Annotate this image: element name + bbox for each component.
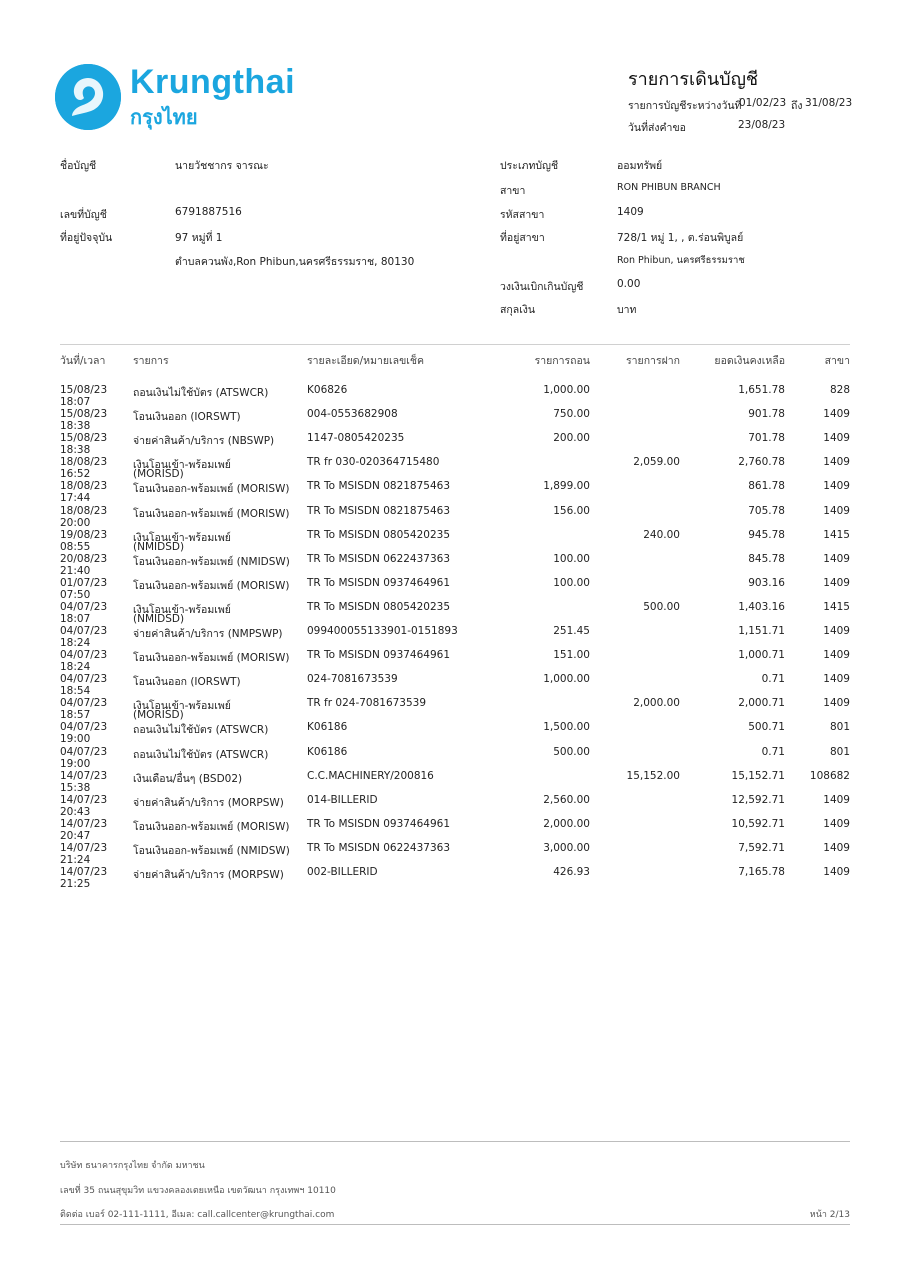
cell-balance: 2,760.78: [738, 456, 785, 469]
cell-desc-line2: (MORISD): [133, 709, 184, 722]
cell-time: 18:54: [60, 685, 91, 698]
cell-withdraw: 1,500.00: [543, 721, 590, 734]
cell-desc: เงินโอนเข้า-พร้อมเพย์: [133, 603, 231, 616]
cell-detail: TR To MSISDN 0805420235: [307, 528, 451, 541]
cell-date: 15/08/23: [60, 408, 108, 421]
cell-detail: K06186: [307, 721, 348, 734]
account-number-label: เลขที่บัญชี: [60, 209, 107, 221]
cell-date: 18/08/23: [60, 480, 108, 493]
overdraft-value: 0.00: [617, 278, 641, 290]
cell-time: 18:24: [60, 637, 91, 649]
cell-balance: 705.78: [748, 504, 785, 517]
address-line1: 97 หมู่ที่ 1: [175, 232, 223, 244]
col-header-withdraw: รายการถอน: [534, 355, 590, 367]
cell-detail: K06186: [307, 745, 348, 758]
cell-time: 20:43: [60, 805, 91, 818]
cell-deposit: 2,000.00: [633, 697, 680, 710]
cell-desc: โอนเงินออก-พร้อมเพย์ (NMIDSW): [133, 844, 290, 857]
cell-desc: โอนเงินออก (IORSWT): [133, 676, 241, 689]
cell-balance: 1,651.78: [738, 384, 785, 396]
cell-branch: 1409: [823, 817, 850, 830]
cell-branch: 1409: [823, 841, 850, 854]
cell-withdraw: 1,000.00: [543, 673, 590, 686]
cell-desc: โอนเงินออก-พร้อมเพย์ (MORISW): [133, 507, 290, 520]
cell-date: 20/08/23: [60, 552, 108, 565]
cell-balance: 15,152.71: [731, 769, 785, 782]
cell-withdraw: 156.00: [553, 504, 590, 517]
cell-deposit: 240.00: [643, 528, 680, 541]
address-label: ที่อยู่ปัจจุบัน: [60, 232, 113, 244]
cell-date: 04/07/23: [60, 649, 108, 662]
cell-branch: 1409: [823, 576, 850, 589]
account-name: นายวัชชากร จารณะ: [175, 160, 269, 172]
cell-withdraw: 100.00: [553, 576, 590, 589]
cell-desc: โอนเงินออก-พร้อมเพย์ (MORISW): [133, 579, 290, 592]
cell-time: 21:24: [60, 853, 91, 866]
branch-address-line2: Ron Phibun, นครศรีธรรมราช: [617, 255, 745, 266]
cell-date: 19/08/23: [60, 528, 108, 541]
cell-date: 18/08/23: [60, 456, 108, 469]
cell-desc: ถอนเงินไม่ใช้บัตร (ATSWCR): [133, 387, 269, 399]
cell-time: 07:50: [60, 588, 91, 601]
cell-date: 14/07/23: [60, 769, 108, 782]
cell-withdraw: 3,000.00: [543, 841, 590, 854]
cell-balance: 1,403.16: [738, 600, 785, 613]
cell-withdraw: 500.00: [553, 745, 590, 758]
cell-withdraw: 251.45: [553, 625, 590, 637]
cell-time: 17:44: [60, 492, 91, 505]
cell-date: 14/07/23: [60, 793, 108, 806]
cell-time: 21:40: [60, 564, 91, 577]
request-date: 23/08/23: [738, 119, 786, 131]
cell-desc: จ่ายค่าสินค้า/บริการ (MORPSW): [133, 796, 284, 809]
cell-detail: 024-7081673539: [307, 673, 398, 686]
footer-address: เลขที่ 35 ถนนสุขุมวิท แขวงคลองเตยเหนือ เขตวัฒนา กรุงเทพฯ 10110: [60, 1186, 336, 1196]
cell-date: 04/07/23: [60, 745, 108, 758]
cell-desc-line2: (NMIDSD): [133, 612, 185, 625]
cell-detail: 014-BILLERID: [307, 793, 378, 806]
account-name-label: ชื่อบัญชี: [60, 160, 97, 172]
period-to: 31/08/23: [805, 97, 853, 109]
cell-date: 14/07/23: [60, 817, 108, 830]
cell-detail: TR To MSISDN 0937464961: [307, 649, 451, 662]
cell-date: 14/07/23: [60, 841, 108, 854]
cell-desc: โอนเงินออก-พร้อมเพย์ (MORISW): [133, 483, 290, 496]
cell-balance: 7,592.71: [738, 841, 785, 854]
cell-time: 20:47: [60, 829, 91, 842]
cell-time: 18:38: [60, 420, 91, 433]
cell-time: 18:07: [60, 396, 91, 408]
cell-branch: 1415: [823, 528, 850, 541]
cell-branch: 1409: [823, 625, 850, 637]
cell-desc: โอนเงินออก-พร้อมเพย์ (MORISW): [133, 820, 290, 833]
cell-detail: TR To MSISDN 0821875463: [307, 504, 451, 517]
statement-title: รายการเดินบัญชี: [628, 69, 759, 90]
cell-time: 16:52: [60, 468, 91, 481]
cell-date: 01/07/23: [60, 576, 108, 589]
branch-name: RON PHIBUN BRANCH: [617, 182, 721, 193]
branch-address-label: ที่อยู่สาขา: [500, 232, 545, 244]
cell-branch: 801: [829, 745, 850, 758]
cell-date: 18/08/23: [60, 504, 108, 517]
cell-balance: 845.78: [748, 552, 785, 565]
cell-withdraw: 151.00: [553, 649, 590, 662]
cell-desc: จ่ายค่าสินค้า/บริการ (NMPSWP): [133, 628, 283, 640]
account-type-label: ประเภทบัญชี: [500, 160, 559, 172]
cell-detail: TR fr 024-7081673539: [307, 697, 427, 710]
cell-desc-line2: (NMIDSD): [133, 540, 185, 553]
col-header-detail: รายละเอียด/หมายเลขเช็ค: [307, 355, 424, 367]
cell-desc: เงินโอนเข้า-พร้อมเพย์: [133, 700, 231, 713]
cell-balance: 945.78: [748, 528, 785, 541]
cell-desc: เงินเดือน/อื่นๆ (BSD02): [133, 772, 243, 785]
cell-time: 18:07: [60, 612, 91, 625]
cell-deposit: 15,152.00: [626, 769, 680, 782]
cell-balance: 0.71: [761, 745, 785, 758]
cell-balance: 901.78: [748, 408, 785, 421]
branch-code: 1409: [617, 206, 644, 218]
cell-detail: 004-0553682908: [307, 408, 398, 421]
cell-time: 18:24: [60, 661, 91, 674]
overdraft-label: วงเงินเบิกเกินบัญชี: [500, 281, 584, 293]
cell-detail: TR To MSISDN 0937464961: [307, 817, 451, 830]
cell-withdraw: 426.93: [553, 866, 590, 878]
cell-detail: TR To MSISDN 0937464961: [307, 576, 451, 589]
cell-date: 04/07/23: [60, 600, 108, 613]
cell-date: 04/07/23: [60, 625, 108, 637]
footer-divider-bottom: [60, 1224, 850, 1225]
cell-desc: โอนเงินออก-พร้อมเพย์ (MORISW): [133, 652, 290, 665]
cell-balance: 10,592.71: [731, 817, 785, 830]
branch-code-label: รหัสสาขา: [500, 209, 545, 221]
cell-desc: โอนเงินออก (IORSWT): [133, 411, 241, 424]
cell-withdraw: 750.00: [553, 408, 590, 421]
cell-time: 20:00: [60, 516, 91, 529]
cell-balance: 861.78: [748, 480, 785, 493]
cell-deposit: 2,059.00: [633, 456, 680, 469]
branch-address-line1: 728/1 หมู่ 1, , ต.ร่อนพิบูลย์: [617, 232, 744, 244]
account-type: ออมทรัพย์: [617, 160, 663, 172]
cell-branch: 1409: [823, 673, 850, 686]
cell-detail: 002-BILLERID: [307, 866, 378, 878]
request-date-label: วันที่ส่งคำขอ: [628, 122, 686, 134]
cell-desc: เงินโอนเข้า-พร้อมเพย์: [133, 459, 231, 472]
brand-name-th: กรุงไทย: [130, 105, 198, 129]
cell-detail: TR To MSISDN 0805420235: [307, 600, 451, 613]
cell-desc-line2: (MORISD): [133, 468, 184, 481]
cell-branch: 801: [829, 721, 850, 734]
cell-desc: เงินโอนเข้า-พร้อมเพย์: [133, 531, 231, 544]
cell-balance: 903.16: [748, 576, 785, 589]
cell-deposit: 500.00: [643, 600, 680, 613]
period-label: รายการบัญชีระหว่างวันที่: [628, 100, 742, 112]
cell-branch: 1409: [823, 793, 850, 806]
period-to-word: ถึง: [791, 100, 803, 112]
cell-desc: ถอนเงินไม่ใช้บัตร (ATSWCR): [133, 748, 269, 761]
cell-withdraw: 200.00: [553, 432, 590, 445]
cell-branch: 1409: [823, 432, 850, 445]
cell-branch: 1409: [823, 480, 850, 493]
currency-label: สกุลเงิน: [500, 304, 536, 316]
cell-detail: TR To MSISDN 0622437363: [307, 552, 451, 565]
cell-balance: 500.71: [748, 721, 785, 734]
cell-balance: 7,165.78: [738, 866, 785, 878]
cell-withdraw: 2,560.00: [543, 793, 590, 806]
cell-time: 18:57: [60, 709, 91, 722]
cell-detail: 099400055133901-0151893: [307, 625, 458, 637]
cell-withdraw: 100.00: [553, 552, 590, 565]
cell-branch: 1409: [823, 504, 850, 517]
footer-divider-top: [60, 1141, 850, 1142]
cell-date: 14/07/23: [60, 866, 108, 878]
cell-branch: 1409: [823, 649, 850, 662]
cell-balance: 2,000.71: [738, 697, 785, 710]
cell-withdraw: 2,000.00: [543, 817, 590, 830]
cell-time: 18:38: [60, 444, 91, 457]
cell-branch: 1409: [823, 866, 850, 878]
period-from: 01/02/23: [739, 97, 787, 109]
cell-time: 15:38: [60, 781, 91, 794]
cell-withdraw: 1,899.00: [543, 480, 590, 493]
cell-branch: 1409: [823, 408, 850, 421]
cell-branch: 1415: [823, 600, 850, 613]
cell-branch: 1409: [823, 456, 850, 469]
cell-time: 08:55: [60, 540, 91, 553]
footer-company: บริษัท ธนาคารกรุงไทย จำกัด มหาชน: [60, 1161, 205, 1171]
cell-branch: 1409: [823, 552, 850, 565]
cell-desc: ถอนเงินไม่ใช้บัตร (ATSWCR): [133, 724, 269, 737]
address-line2: ตำบลควนพัง,Ron Phibun,นครศรีธรรมราช, 80130: [175, 256, 415, 268]
cell-balance: 12,592.71: [731, 793, 785, 806]
cell-desc: จ่ายค่าสินค้า/บริการ (MORPSW): [133, 869, 284, 881]
cell-branch: 828: [829, 384, 850, 396]
cell-time: 19:00: [60, 733, 91, 746]
col-header-balance: ยอดเงินคงเหลือ: [714, 355, 785, 367]
cell-detail: TR fr 030-020364715480: [307, 456, 440, 469]
footer-contact: ติดต่อ เบอร์ 02-111-1111, อีเมล: call.callcenter@krungthai.com: [60, 1210, 335, 1220]
cell-date: 15/08/23: [60, 384, 108, 396]
col-header-deposit: รายการฝาก: [626, 355, 680, 367]
cell-detail: 1147-0805420235: [307, 432, 405, 445]
cell-branch: 1409: [823, 697, 850, 710]
col-header-branch: สาขา: [824, 355, 850, 367]
col-header-datetime: วันที่/เวลา: [60, 355, 106, 367]
brand-name-en: Krungthai: [130, 63, 296, 101]
cell-balance: 701.78: [748, 432, 785, 445]
cell-detail: C.C.MACHINERY/200816: [307, 769, 434, 782]
krungthai-logo-icon: [55, 64, 121, 130]
cell-balance: 1,151.71: [738, 625, 785, 637]
account-number: 6791887516: [175, 206, 242, 218]
cell-desc: โอนเงินออก-พร้อมเพย์ (NMIDSW): [133, 555, 290, 568]
cell-time: 19:00: [60, 757, 91, 770]
cell-withdraw: 1,000.00: [543, 384, 590, 396]
cell-date: 04/07/23: [60, 721, 108, 734]
cell-balance: 0.71: [761, 673, 785, 686]
cell-detail: TR To MSISDN 0821875463: [307, 480, 451, 493]
cell-date: 04/07/23: [60, 697, 108, 710]
cell-date: 15/08/23: [60, 432, 108, 445]
branch-label: สาขา: [500, 185, 526, 197]
cell-detail: K06826: [307, 384, 348, 396]
cell-desc: จ่ายค่าสินค้า/บริการ (NBSWP): [133, 435, 275, 448]
cell-branch: 108682: [809, 769, 850, 782]
cell-time: 21:25: [60, 878, 91, 890]
cell-detail: TR To MSISDN 0622437363: [307, 841, 451, 854]
cell-date: 04/07/23: [60, 673, 108, 686]
col-header-desc: รายการ: [133, 355, 169, 367]
cell-balance: 1,000.71: [738, 649, 785, 662]
footer-page-number: หน้า 2/13: [809, 1210, 850, 1220]
currency-value: บาท: [617, 304, 637, 316]
